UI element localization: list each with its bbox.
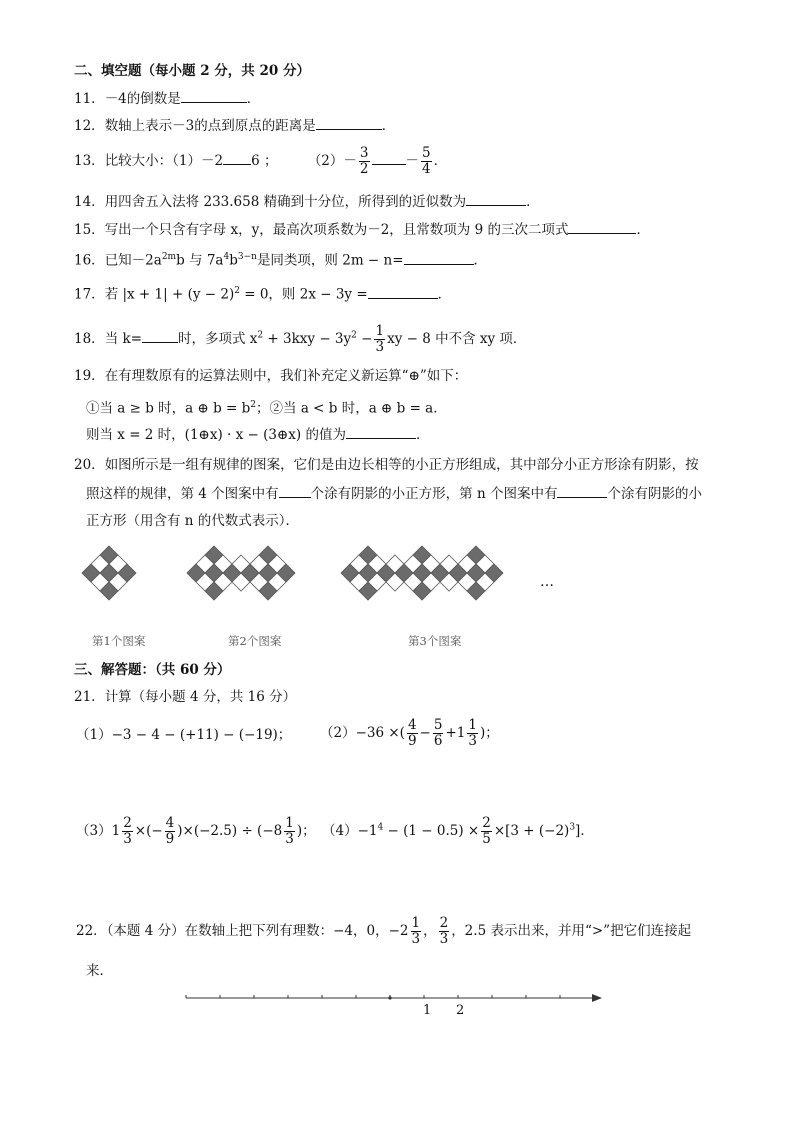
question-20-line2: 照这样的规律，第 4 个图案中有 个涂有阴影的小正方形，第 n 个图案中有 个涂有阴影的小	[86, 486, 702, 502]
answer-blank[interactable]	[557, 484, 607, 498]
origin-dot	[388, 996, 391, 999]
question-20-line3: 正方形（用含有 n 的代数式表示）．	[86, 513, 300, 529]
pattern-3	[341, 546, 503, 600]
caption-pattern-1: 第1个图案	[92, 634, 146, 648]
answer-blank[interactable]	[223, 151, 251, 165]
question-21: 21．计算（每小题 4 分，共 16 分）	[74, 689, 297, 705]
question-19-ask: 则当 x = 2 时，(1⊕x) · x − (3⊕x) 的值为 ．	[86, 427, 430, 443]
question-22: 22．（本题 4 分）在数轴上把下列有理数：−4，0，−2 $\frac{1}{3}$ ， $\frac{2}{3}$ ，2.5 表示出来，并用“>”把它们连接起	[76, 915, 692, 947]
answer-blank[interactable]	[142, 329, 178, 343]
question-21-part-4: $(4)-1^4 - (1 - 0.5)$ × $\frac{2}{5}$ $\times[3 + (-2)^3]$．	[322, 815, 594, 847]
answer-blank[interactable]	[181, 89, 247, 103]
number-line[interactable]	[180, 988, 610, 1028]
question-21-part-1: （1）−3 − 4 − (+11) − (−19)；	[76, 727, 292, 743]
section-2-title: 二、填空题（每小题 2 分，共 20 分）	[74, 63, 310, 79]
question-11: 11．－4的倒数是 ．	[74, 91, 261, 107]
question-22-line2: 来．	[86, 963, 113, 979]
tick-label-2: 2	[456, 1003, 465, 1018]
answer-blank[interactable]	[404, 251, 474, 265]
section-3-title: 三、解答题：（共 60 分）	[74, 662, 231, 678]
answer-blank[interactable]	[279, 484, 311, 498]
question-15: 15．写出一个只含有字母 x，y，最高次项系数为－2，且常数项为 9 的三次二项式 ．	[74, 222, 650, 238]
question-12: 12．数轴上表示－3的点到原点的距离是 ．	[74, 118, 396, 134]
caption-pattern-2: 第2个图案	[228, 634, 282, 648]
pattern-figures	[70, 540, 570, 630]
question-16: 16．已知$-2a^{2m}b$ 与 $7a^4b^{3-n}$是同类项，则 2m − n= ．	[74, 252, 488, 269]
answer-blank[interactable]	[568, 220, 636, 234]
answer-blank[interactable]	[466, 192, 526, 206]
pattern-2	[187, 546, 295, 600]
answer-blank[interactable]	[316, 116, 382, 130]
question-21-part-2: （2）−36 ×( $\frac{4}{9}$ − $\frac{5}{6}$ +1 $\frac{1}{3}$ )；	[320, 717, 499, 749]
question-13: 13．比较大小：（1）－2 6 ； （2）－ $\frac{3}{2}$ － $\frac{5}{4}$ ．	[74, 145, 448, 177]
pattern-1	[82, 546, 136, 600]
caption-pattern-3: 第3个图案	[408, 634, 462, 648]
question-18: 18．当 k= 时，多项式 $x^2 + 3kxy - 3y^2$ − $\frac{1}{3}$ xy − 8 中不含 xy 项．	[74, 323, 527, 355]
question-17: 17．若 $|x + 1| + (y - 2)^2 = 0$，则 2x − 3y = ．	[74, 286, 452, 303]
question-19: 19．在有理数原有的运算法则中，我们补充定义新运算“⊕”如下：	[74, 368, 468, 384]
question-21-part-3: （3）1 $\frac{2}{3}$ ×(− $\frac{4}{9}$ )×(−2.5) ÷ (−8 $\frac{1}{3}$ )；	[76, 815, 316, 847]
question-19-rule: ①当 a ≥ b 时，a ⊕ $b = b^2$；②当 a < b 时，a ⊕ b = a．	[86, 400, 447, 417]
tick-label-1: 1	[423, 1003, 432, 1018]
answer-blank[interactable]	[368, 285, 438, 299]
ellipsis: …	[540, 574, 554, 590]
question-20: 20．如图所示是一组有规律的图案，它们是由边长相等的小正方形组成，其中部分小正方形涂有阴影，按	[74, 457, 699, 473]
answer-blank[interactable]	[372, 151, 406, 165]
answer-blank[interactable]	[346, 425, 416, 439]
question-14: 14．用四舍五入法将 233.658 精确到十分位，所得到的近似数为 ．	[74, 194, 540, 210]
